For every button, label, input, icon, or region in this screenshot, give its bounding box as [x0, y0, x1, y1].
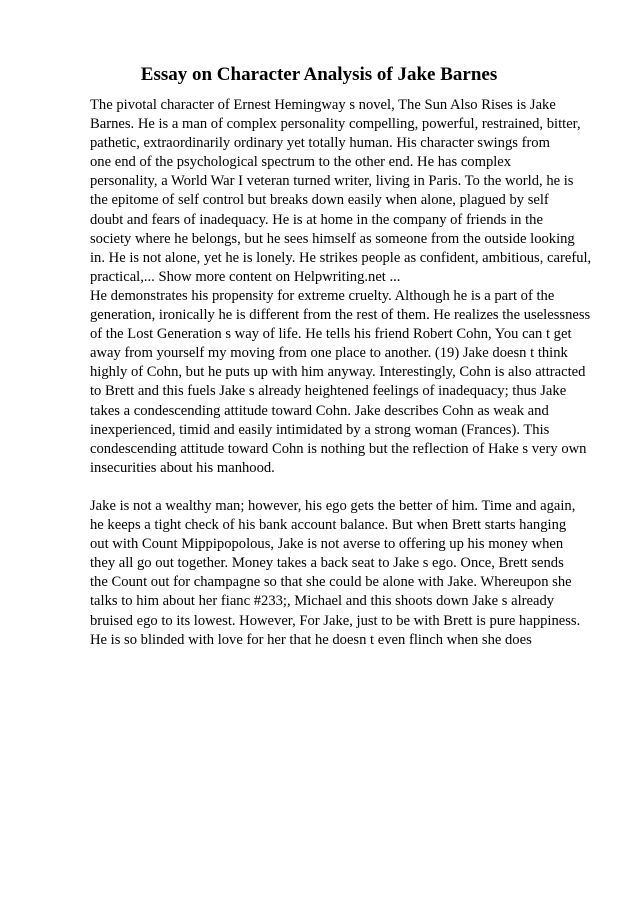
text-line: society where he belongs, but he sees himself as someone from the outside looking: [90, 230, 575, 247]
text-line: away from yourself my moving from one place to another. (19) Jake doesn t think: [90, 345, 568, 362]
text-line: in. He is not alone, yet he is lonely. He strikes people as confident, ambitious, careful,: [90, 249, 592, 266]
text-line: doubt and fears of inadequacy. He is at home in the company of friends in the: [90, 211, 543, 228]
text-line: He demonstrates his propensity for extreme cruelty. Although he is a part of the: [90, 287, 555, 304]
text-line: of the Lost Generation s way of life. He tells his friend Robert Cohn, You can t get: [90, 326, 572, 343]
text-line: highly of Cohn, but he puts up with him anyway. Interestingly, Cohn is also attracted: [90, 364, 586, 381]
paragraph-2: [90, 287, 590, 478]
text-line: He is so blinded with love for her that he doesn t even flinch when she does: [90, 631, 532, 648]
text-line: generation, ironically he is different from the rest of them. He realizes the uselessness: [90, 307, 591, 324]
text-line: out with Count Mippipopolous, Jake is not averse to offering up his money when: [90, 536, 564, 553]
text-line: personality, a World War I veteran turned writer, living in Paris. To the world, he is: [90, 173, 574, 190]
text-line: inexperienced, timid and easily intimidated by a strong woman (Frances). This: [90, 421, 550, 438]
text-line: practical,... Show more content on Helpwriting.net ...: [90, 268, 401, 285]
text-line: the epitome of self control but breaks down easily when alone, plagued by self: [90, 192, 549, 209]
text-line: pathetic, extraordinarily ordinary yet totally human. His character swings from: [90, 135, 550, 152]
text-line: talks to him about her fianc #233;, Michael and this shoots down Jake s already: [90, 593, 555, 610]
document-body: [90, 96, 590, 650]
paragraph-3: [90, 497, 590, 650]
text-line: insecurities about his manhood.: [90, 459, 275, 476]
text-line: condescending attitude toward Cohn is nothing but the reflection of Hake s very own: [90, 440, 587, 457]
text-line: to Brett and this fuels Jake s already heightened feelings of inadequacy; thus Jake: [90, 383, 567, 400]
paragraph-1: [90, 96, 590, 287]
text-line: they all go out together. Money takes a back seat to Jake s ego. Once, Brett sends: [90, 555, 564, 572]
text-line: Barnes. He is a man of complex personality compelling, powerful, restrained, bitter,: [90, 116, 581, 133]
text-line: one end of the psychological spectrum to the other end. He has complex: [90, 154, 512, 171]
text-line: bruised ego to its lowest. However, For Jake, just to be with Brett is pure happiness.: [90, 612, 581, 629]
text-line: takes a condescending attitude toward Cohn. Jake describes Cohn as weak and: [90, 402, 549, 419]
paragraph-spacer: [90, 478, 590, 497]
text-line: Jake is not a wealthy man; however, his ego gets the better of him. Time and again,: [90, 497, 576, 514]
text-line: the Count out for champagne so that she could be alone with Jake. Whereupon she: [90, 574, 572, 591]
text-line: he keeps a tight check of his bank account balance. But when Brett starts hanging: [90, 517, 567, 534]
document-title: Essay on Character Analysis of Jake Barnes: [140, 64, 498, 85]
text-line: The pivotal character of Ernest Hemingway s novel, The Sun Also Rises is Jake: [90, 97, 556, 113]
